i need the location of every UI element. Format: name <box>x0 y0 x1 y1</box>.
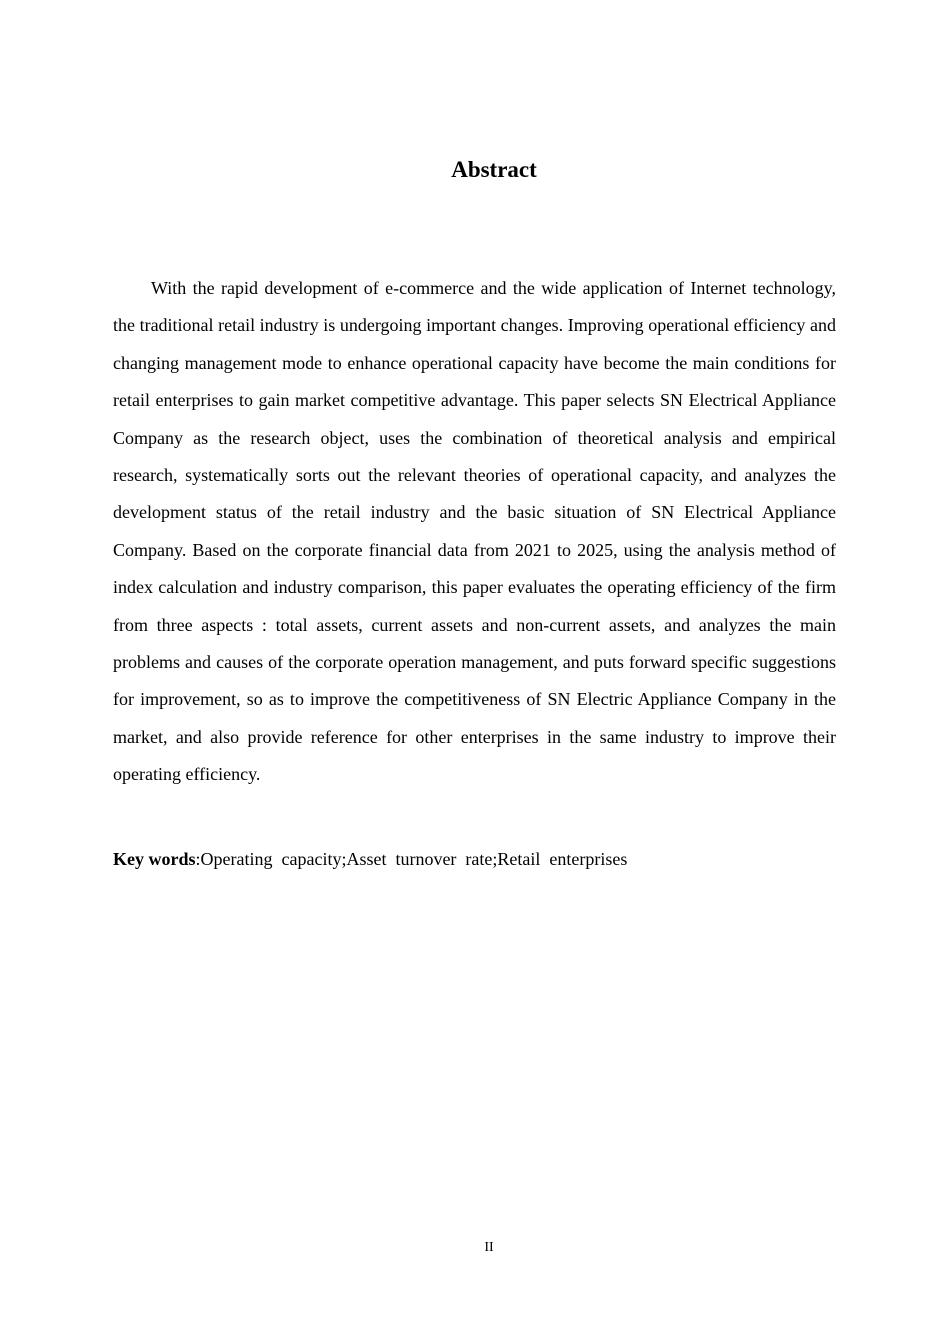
keywords-text: Operating capacity;Asset turnover rate;Retail enterprises <box>200 849 628 869</box>
page-number: II <box>484 1240 494 1255</box>
keywords-line <box>113 844 836 874</box>
abstract-paragraph: With the rapid development of e-commerce and the wide application of Internet technology, the traditional retail industry is undergoing important changes. Improving operational efficiency and changing management mode to enhance operational capacity have become the main conditions for retail enterprises to gain market competitive advantage. This paper selects SN Electrical Appliance Company as the research object, uses the combination of theoretical analysis and empirical research, systematically sorts out the relevant theories of operational capacity, and analyzes the development status of the retail industry and the basic situation of SN Electrical Appliance Company. Based on the corporate financial data from 2021 to 2025, using the analysis method of index calculation and industry comparison, this paper evaluates the operating efficiency of the firm from three aspects : total assets, current assets and non-current assets, and analyzes the main problems and causes of the corporate operation management, and puts forward specific suggestions for improvement, so as to improve the competitiveness of SN Electric Appliance Company in the market, and also provide reference for other enterprises in the same industry to improve their operating efficiency. <box>113 278 836 785</box>
keywords-separator: : <box>195 849 201 869</box>
keywords-label: Key words <box>113 849 196 869</box>
abstract-title: Abstract <box>451 157 537 182</box>
